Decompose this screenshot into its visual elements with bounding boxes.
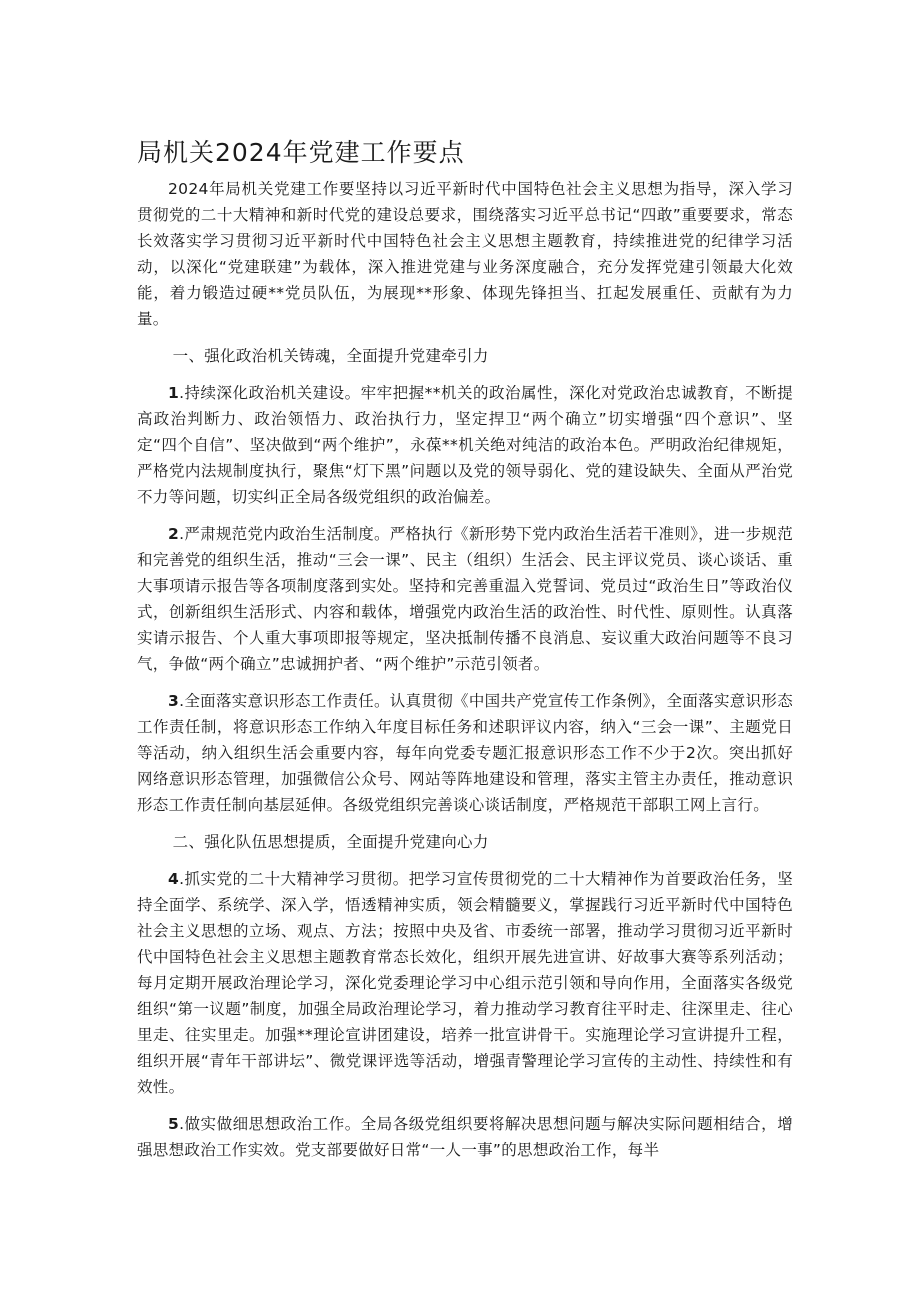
- item-paragraph-4: [137, 866, 793, 1100]
- intro-paragraph: 2024年局机关党建工作要坚持以习近平新时代中国特色社会主义思想为指导，深入学习贯彻党的二十大精神和新时代党的建设总要求，围绕落实习近平总书记“四敢”重要要求，常态长效落实学习贯彻习近平新时代中国特色社会主义思想主题教育，持续推进党的纪律学习活动，以深化“党建联建”为载体，深入推进党建与业务深度融合，充分发挥党建引领最大化效能，着力锻造过硬**党员队伍，为展现**形象、体现先锋担当、扛起发展重任、贡献有为力量。: [137, 180, 793, 328]
- section-heading-1: 一、强化政治机关铸魂，全面提升党建牵引力: [172, 347, 489, 365]
- item-number: 1: [168, 384, 180, 402]
- item-number: 4: [168, 870, 180, 888]
- item-paragraph-5: [137, 1111, 793, 1163]
- item-number: 5: [168, 1115, 180, 1133]
- item-text: .抓实党的二十大精神学习贯彻。把学习宣传贯彻党的二十大精神作为首要政治任务，坚持全面学、系统学、深入学，悟透精神实质，领会精髓要义，掌握践行习近平新时代中国特色社会主义思想的立场、观点、方法；按照中央及省、市委统一部署，推动学习贯彻习近平新时代中国特色社会主义思想主题教育常态长效化，组织开展先进宣讲、好故事大赛等系列活动；每月定期开展政治理论学习，深化党委理论学习中心组示范引领和导向作用，全面落实各级党组织“第一议题”制度，加强全局政治理论学习，着力推动学习教育往平时走、往深里走、往心里走、往实里走。加强**理论宣讲团建设，培养一批宣讲骨干。实施理论学习宣讲提升工程，组织开展“青年干部讲坛”、微党课评选等活动，增强青警理论学习宣传的主动性、持续性和有效性。: [137, 870, 793, 1096]
- item-text: .全面落实意识形态工作责任。认真贯彻《中国共产党宣传工作条例》，全面落实意识形态工作责任制，将意识形态工作纳入年度目标任务和述职评议内容，纳入“三会一课”、主题党日等活动，纳入组织生活会重要内容，每年向党委专题汇报意识形态工作不少于2次。突出抓好网络意识形态管理，加强微信公众号、网站等阵地建设和管理，落实主管主办责任，推动意识形态工作责任制向基层延伸。各级党组织完善谈心谈话制度，严格规范干部职工网上言行。: [137, 692, 793, 814]
- document-body: [137, 176, 793, 1174]
- item-text: .做实做细思想政治工作。全局各级党组织要将解决思想问题与解决实际问题相结合，增强思想政治工作实效。党支部要做好日常“一人一事”的思想政治工作，每半: [137, 1115, 793, 1159]
- item-text: .持续深化政治机关建设。牢牢把握**机关的政治属性，深化对党政治忠诚教育，不断提高政治判断力、政治领悟力、政治执行力，坚定捍卫“两个确立”切实增强“四个意识”、坚定“四个自信”、坚决做到“两个维护”，永葆**机关绝对纯洁的政治本色。严明政治纪律规矩，严格党内法规制度执行，聚焦“灯下黑”问题以及党的领导弱化、党的建设缺失、全面从严治党不力等问题，切实纠正全局各级党组织的政治偏差。: [137, 384, 793, 506]
- item-text: .严肃规范党内政治生活制度。严格执行《新形势下党内政治生活若干准则》，进一步规范和完善党的组织生活，推动“三会一课”、民主（组织）生活会、民主评议党员、谈心谈话、重大事项请示报告等各项制度落到实处。坚持和完善重温入党誓词、党员过“政治生日”等政治仪式，创新组织生活形式、内容和载体，增强党内政治生活的政治性、时代性、原则性。认真落实请示报告、个人重大事项即报等规定，坚决抵制传播不良消息、妄议重大政治问题等不良习气，争做“两个确立”忠诚拥护者、“两个维护”示范引领者。: [137, 525, 793, 673]
- item-number: 3: [168, 692, 180, 710]
- document-title: 局机关2024年党建工作要点: [137, 138, 465, 167]
- item-paragraph-1: [137, 380, 793, 510]
- item-paragraph-2: [137, 521, 793, 677]
- item-number: 2: [168, 525, 180, 543]
- item-paragraph-3: [137, 688, 793, 818]
- section-heading-2: 二、强化队伍思想提质，全面提升党建向心力: [172, 833, 489, 851]
